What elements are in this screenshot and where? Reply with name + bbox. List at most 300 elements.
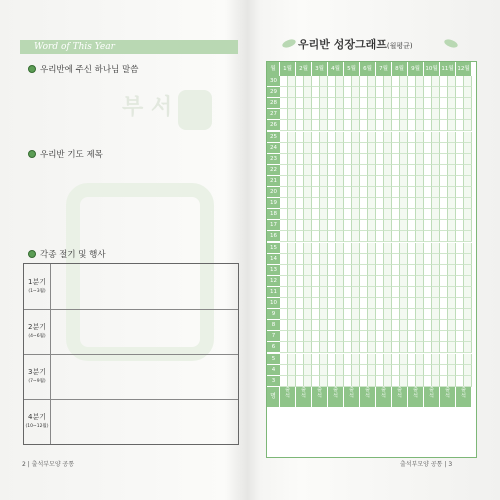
graph-cell[interactable] [456, 87, 464, 98]
graph-cell[interactable] [280, 176, 288, 187]
graph-cell[interactable] [312, 243, 320, 254]
graph-cell[interactable] [424, 376, 432, 387]
graph-cell[interactable] [408, 365, 416, 376]
graph-cell[interactable] [280, 354, 288, 365]
graph-cell[interactable] [368, 287, 376, 298]
graph-cell[interactable] [328, 331, 336, 342]
graph-cell[interactable] [336, 187, 344, 198]
graph-cell[interactable] [352, 132, 360, 143]
graph-cell[interactable] [336, 243, 344, 254]
graph-cell[interactable] [336, 176, 344, 187]
graph-cell[interactable] [344, 231, 352, 242]
graph-cell[interactable] [464, 98, 472, 109]
graph-cell[interactable] [288, 87, 296, 98]
graph-cell[interactable] [448, 331, 456, 342]
graph-cell[interactable] [432, 254, 440, 265]
graph-cell[interactable] [328, 132, 336, 143]
graph-cell[interactable] [416, 165, 424, 176]
graph-cell[interactable] [336, 287, 344, 298]
graph-cell[interactable] [328, 243, 336, 254]
graph-cell[interactable] [360, 243, 368, 254]
graph-cell[interactable] [352, 209, 360, 220]
graph-cell[interactable] [432, 331, 440, 342]
graph-cell[interactable] [304, 109, 312, 120]
graph-cell[interactable] [336, 276, 344, 287]
graph-cell[interactable] [376, 287, 384, 298]
graph-cell[interactable] [360, 109, 368, 120]
graph-cell[interactable] [408, 265, 416, 276]
graph-cell[interactable] [392, 354, 400, 365]
graph-cell[interactable] [288, 276, 296, 287]
graph-cell[interactable] [432, 365, 440, 376]
graph-cell[interactable] [424, 154, 432, 165]
graph-cell[interactable] [328, 176, 336, 187]
graph-cell[interactable] [376, 98, 384, 109]
graph-cell[interactable] [424, 287, 432, 298]
graph-cell[interactable] [456, 254, 464, 265]
graph-cell[interactable] [320, 187, 328, 198]
graph-cell[interactable] [392, 87, 400, 98]
graph-cell[interactable] [416, 120, 424, 131]
graph-cell[interactable] [336, 120, 344, 131]
graph-cell[interactable] [368, 320, 376, 331]
graph-cell[interactable] [304, 298, 312, 309]
graph-cell[interactable] [448, 365, 456, 376]
graph-cell[interactable] [416, 320, 424, 331]
graph-cell[interactable] [360, 187, 368, 198]
graph-cell[interactable] [280, 109, 288, 120]
graph-cell[interactable] [288, 365, 296, 376]
graph-cell[interactable] [352, 287, 360, 298]
graph-cell[interactable] [360, 276, 368, 287]
graph-cell[interactable] [336, 98, 344, 109]
graph-cell[interactable] [448, 120, 456, 131]
graph-cell[interactable] [280, 254, 288, 265]
graph-cell[interactable] [304, 243, 312, 254]
graph-cell[interactable] [288, 254, 296, 265]
graph-cell[interactable] [376, 309, 384, 320]
graph-cell[interactable] [368, 87, 376, 98]
graph-cell[interactable] [320, 276, 328, 287]
graph-cell[interactable] [312, 120, 320, 131]
graph-cell[interactable] [296, 354, 304, 365]
graph-cell[interactable] [432, 209, 440, 220]
graph-cell[interactable] [280, 220, 288, 231]
graph-cell[interactable] [456, 331, 464, 342]
graph-cell[interactable] [408, 132, 416, 143]
graph-cell[interactable] [328, 276, 336, 287]
graph-cell[interactable] [392, 76, 400, 87]
graph-cell[interactable] [432, 287, 440, 298]
graph-cell[interactable] [360, 342, 368, 353]
graph-cell[interactable] [304, 209, 312, 220]
graph-cell[interactable] [432, 132, 440, 143]
graph-cell[interactable] [320, 98, 328, 109]
graph-cell[interactable] [304, 98, 312, 109]
graph-cell[interactable] [448, 176, 456, 187]
graph-cell[interactable] [360, 309, 368, 320]
graph-cell[interactable] [320, 220, 328, 231]
graph-cell[interactable] [432, 187, 440, 198]
graph-cell[interactable] [288, 76, 296, 87]
graph-cell[interactable] [432, 176, 440, 187]
graph-cell[interactable] [352, 231, 360, 242]
graph-cell[interactable] [416, 87, 424, 98]
graph-cell[interactable] [296, 198, 304, 209]
graph-cell[interactable] [304, 120, 312, 131]
graph-cell[interactable] [384, 231, 392, 242]
graph-cell[interactable] [384, 376, 392, 387]
graph-cell[interactable] [440, 198, 448, 209]
graph-cell[interactable] [416, 298, 424, 309]
graph-cell[interactable] [304, 376, 312, 387]
graph-cell[interactable] [464, 120, 472, 131]
graph-cell[interactable] [448, 376, 456, 387]
graph-cell[interactable] [384, 276, 392, 287]
graph-cell[interactable] [376, 331, 384, 342]
graph-cell[interactable] [368, 243, 376, 254]
graph-cell[interactable] [360, 209, 368, 220]
graph-cell[interactable] [416, 276, 424, 287]
graph-cell[interactable] [336, 354, 344, 365]
graph-cell[interactable] [328, 254, 336, 265]
graph-cell[interactable] [280, 243, 288, 254]
graph-cell[interactable] [296, 132, 304, 143]
graph-cell[interactable] [376, 376, 384, 387]
graph-cell[interactable] [328, 342, 336, 353]
graph-cell[interactable] [392, 265, 400, 276]
graph-cell[interactable] [384, 98, 392, 109]
graph-cell[interactable] [432, 220, 440, 231]
graph-cell[interactable] [360, 120, 368, 131]
graph-cell[interactable] [304, 365, 312, 376]
graph-cell[interactable] [368, 298, 376, 309]
graph-cell[interactable] [384, 120, 392, 131]
graph-cell[interactable] [368, 376, 376, 387]
graph-cell[interactable] [392, 331, 400, 342]
graph-cell[interactable] [336, 154, 344, 165]
graph-cell[interactable] [368, 309, 376, 320]
graph-cell[interactable] [288, 342, 296, 353]
graph-cell[interactable] [432, 76, 440, 87]
graph-cell[interactable] [352, 187, 360, 198]
graph-cell[interactable] [440, 276, 448, 287]
graph-cell[interactable] [360, 87, 368, 98]
graph-cell[interactable] [440, 298, 448, 309]
graph-cell[interactable] [424, 120, 432, 131]
graph-cell[interactable] [464, 143, 472, 154]
graph-cell[interactable] [360, 76, 368, 87]
graph-cell[interactable] [440, 231, 448, 242]
graph-cell[interactable] [456, 76, 464, 87]
graph-cell[interactable] [392, 298, 400, 309]
graph-cell[interactable] [424, 265, 432, 276]
graph-cell[interactable] [312, 76, 320, 87]
graph-cell[interactable] [360, 132, 368, 143]
graph-cell[interactable] [400, 76, 408, 87]
graph-cell[interactable] [456, 320, 464, 331]
graph-cell[interactable] [392, 209, 400, 220]
graph-cell[interactable] [312, 176, 320, 187]
graph-cell[interactable] [368, 209, 376, 220]
graph-cell[interactable] [432, 231, 440, 242]
graph-cell[interactable] [304, 231, 312, 242]
graph-cell[interactable] [368, 165, 376, 176]
graph-cell[interactable] [288, 132, 296, 143]
graph-cell[interactable] [280, 187, 288, 198]
graph-cell[interactable] [424, 176, 432, 187]
graph-cell[interactable] [288, 309, 296, 320]
graph-cell[interactable] [312, 376, 320, 387]
graph-cell[interactable] [384, 309, 392, 320]
graph-cell[interactable] [296, 231, 304, 242]
graph-cell[interactable] [400, 198, 408, 209]
graph-cell[interactable] [320, 320, 328, 331]
graph-cell[interactable] [392, 98, 400, 109]
graph-cell[interactable] [296, 331, 304, 342]
graph-cell[interactable] [312, 132, 320, 143]
graph-cell[interactable] [280, 309, 288, 320]
graph-cell[interactable] [336, 231, 344, 242]
graph-cell[interactable] [288, 187, 296, 198]
graph-cell[interactable] [464, 276, 472, 287]
graph-cell[interactable] [424, 76, 432, 87]
graph-cell[interactable] [360, 165, 368, 176]
graph-cell[interactable] [296, 98, 304, 109]
graph-cell[interactable] [400, 354, 408, 365]
graph-cell[interactable] [296, 87, 304, 98]
graph-cell[interactable] [368, 365, 376, 376]
graph-cell[interactable] [376, 132, 384, 143]
graph-cell[interactable] [328, 187, 336, 198]
graph-cell[interactable] [352, 309, 360, 320]
graph-cell[interactable] [352, 198, 360, 209]
graph-cell[interactable] [360, 287, 368, 298]
graph-cell[interactable] [344, 287, 352, 298]
graph-cell[interactable] [464, 298, 472, 309]
graph-cell[interactable] [328, 209, 336, 220]
graph-cell[interactable] [456, 132, 464, 143]
graph-cell[interactable] [392, 165, 400, 176]
graph-cell[interactable] [288, 287, 296, 298]
graph-cell[interactable] [392, 120, 400, 131]
graph-cell[interactable] [456, 176, 464, 187]
graph-cell[interactable] [424, 276, 432, 287]
graph-cell[interactable] [360, 365, 368, 376]
graph-cell[interactable] [400, 331, 408, 342]
graph-cell[interactable] [344, 309, 352, 320]
graph-cell[interactable] [376, 354, 384, 365]
graph-cell[interactable] [368, 342, 376, 353]
graph-cell[interactable] [280, 132, 288, 143]
graph-cell[interactable] [440, 109, 448, 120]
graph-cell[interactable] [304, 87, 312, 98]
graph-cell[interactable] [344, 109, 352, 120]
graph-cell[interactable] [352, 265, 360, 276]
graph-cell[interactable] [424, 98, 432, 109]
graph-cell[interactable] [320, 109, 328, 120]
graph-cell[interactable] [408, 187, 416, 198]
graph-cell[interactable] [392, 320, 400, 331]
graph-cell[interactable] [456, 187, 464, 198]
graph-cell[interactable] [440, 143, 448, 154]
graph-cell[interactable] [400, 254, 408, 265]
graph-cell[interactable] [368, 176, 376, 187]
graph-cell[interactable] [464, 342, 472, 353]
graph-cell[interactable] [288, 98, 296, 109]
graph-cell[interactable] [312, 220, 320, 231]
graph-cell[interactable] [408, 287, 416, 298]
graph-cell[interactable] [456, 198, 464, 209]
graph-cell[interactable] [312, 265, 320, 276]
graph-cell[interactable] [456, 143, 464, 154]
graph-cell[interactable] [352, 143, 360, 154]
graph-cell[interactable] [376, 231, 384, 242]
graph-cell[interactable] [432, 98, 440, 109]
graph-cell[interactable] [464, 198, 472, 209]
graph-cell[interactable] [416, 243, 424, 254]
graph-cell[interactable] [384, 87, 392, 98]
graph-cell[interactable] [312, 298, 320, 309]
graph-cell[interactable] [440, 176, 448, 187]
graph-cell[interactable] [440, 342, 448, 353]
graph-cell[interactable] [416, 109, 424, 120]
graph-cell[interactable] [360, 320, 368, 331]
graph-cell[interactable] [320, 365, 328, 376]
graph-cell[interactable] [440, 254, 448, 265]
graph-cell[interactable] [400, 298, 408, 309]
graph-cell[interactable] [456, 376, 464, 387]
graph-cell[interactable] [392, 109, 400, 120]
graph-cell[interactable] [336, 365, 344, 376]
graph-cell[interactable] [336, 209, 344, 220]
graph-cell[interactable] [400, 220, 408, 231]
graph-cell[interactable] [336, 320, 344, 331]
graph-cell[interactable] [328, 120, 336, 131]
quarter-row[interactable] [24, 309, 238, 355]
graph-cell[interactable] [424, 243, 432, 254]
graph-cell[interactable] [424, 320, 432, 331]
graph-cell[interactable] [352, 98, 360, 109]
graph-cell[interactable] [448, 132, 456, 143]
graph-cell[interactable] [376, 320, 384, 331]
graph-cell[interactable] [312, 287, 320, 298]
graph-cell[interactable] [328, 287, 336, 298]
graph-cell[interactable] [336, 143, 344, 154]
graph-cell[interactable] [416, 132, 424, 143]
graph-cell[interactable] [368, 254, 376, 265]
graph-cell[interactable] [288, 209, 296, 220]
graph-cell[interactable] [360, 354, 368, 365]
graph-cell[interactable] [448, 98, 456, 109]
graph-cell[interactable] [352, 298, 360, 309]
graph-cell[interactable] [352, 354, 360, 365]
graph-cell[interactable] [392, 198, 400, 209]
graph-cell[interactable] [360, 298, 368, 309]
graph-cell[interactable] [320, 120, 328, 131]
graph-cell[interactable] [400, 132, 408, 143]
graph-cell[interactable] [288, 354, 296, 365]
graph-cell[interactable] [344, 254, 352, 265]
graph-cell[interactable] [320, 176, 328, 187]
graph-cell[interactable] [384, 165, 392, 176]
graph-cell[interactable] [376, 154, 384, 165]
graph-cell[interactable] [296, 365, 304, 376]
graph-cell[interactable] [384, 209, 392, 220]
graph-cell[interactable] [344, 276, 352, 287]
graph-cell[interactable] [440, 187, 448, 198]
graph-cell[interactable] [464, 254, 472, 265]
graph-cell[interactable] [328, 98, 336, 109]
graph-cell[interactable] [424, 165, 432, 176]
graph-cell[interactable] [464, 320, 472, 331]
graph-cell[interactable] [456, 342, 464, 353]
graph-cell[interactable] [448, 231, 456, 242]
graph-cell[interactable] [328, 354, 336, 365]
graph-cell[interactable] [352, 276, 360, 287]
graph-cell[interactable] [328, 298, 336, 309]
graph-cell[interactable] [456, 265, 464, 276]
graph-cell[interactable] [416, 231, 424, 242]
graph-cell[interactable] [320, 132, 328, 143]
graph-cell[interactable] [440, 76, 448, 87]
graph-cell[interactable] [296, 165, 304, 176]
graph-cell[interactable] [408, 198, 416, 209]
graph-cell[interactable] [408, 76, 416, 87]
graph-cell[interactable] [448, 254, 456, 265]
graph-cell[interactable] [296, 209, 304, 220]
graph-cell[interactable] [408, 243, 416, 254]
graph-cell[interactable] [368, 265, 376, 276]
graph-cell[interactable] [376, 176, 384, 187]
graph-cell[interactable] [440, 154, 448, 165]
graph-cell[interactable] [376, 254, 384, 265]
graph-cell[interactable] [344, 331, 352, 342]
graph-cell[interactable] [384, 265, 392, 276]
graph-cell[interactable] [440, 331, 448, 342]
graph-cell[interactable] [304, 143, 312, 154]
graph-cell[interactable] [464, 154, 472, 165]
graph-cell[interactable] [320, 265, 328, 276]
graph-cell[interactable] [360, 220, 368, 231]
graph-cell[interactable] [384, 76, 392, 87]
graph-cell[interactable] [456, 165, 464, 176]
graph-cell[interactable] [328, 198, 336, 209]
graph-cell[interactable] [288, 109, 296, 120]
graph-cell[interactable] [288, 231, 296, 242]
graph-cell[interactable] [400, 98, 408, 109]
graph-cell[interactable] [296, 265, 304, 276]
graph-cell[interactable] [304, 265, 312, 276]
graph-cell[interactable] [368, 154, 376, 165]
graph-cell[interactable] [328, 231, 336, 242]
graph-cell[interactable] [448, 220, 456, 231]
graph-cell[interactable] [304, 198, 312, 209]
graph-cell[interactable] [336, 342, 344, 353]
graph-cell[interactable] [440, 354, 448, 365]
graph-cell[interactable] [456, 154, 464, 165]
graph-cell[interactable] [416, 376, 424, 387]
graph-cell[interactable] [400, 287, 408, 298]
graph-cell[interactable] [392, 143, 400, 154]
graph-cell[interactable] [344, 220, 352, 231]
graph-cell[interactable] [296, 109, 304, 120]
graph-cell[interactable] [320, 165, 328, 176]
graph-cell[interactable] [376, 365, 384, 376]
graph-cell[interactable] [344, 265, 352, 276]
graph-cell[interactable] [408, 320, 416, 331]
graph-cell[interactable] [360, 176, 368, 187]
